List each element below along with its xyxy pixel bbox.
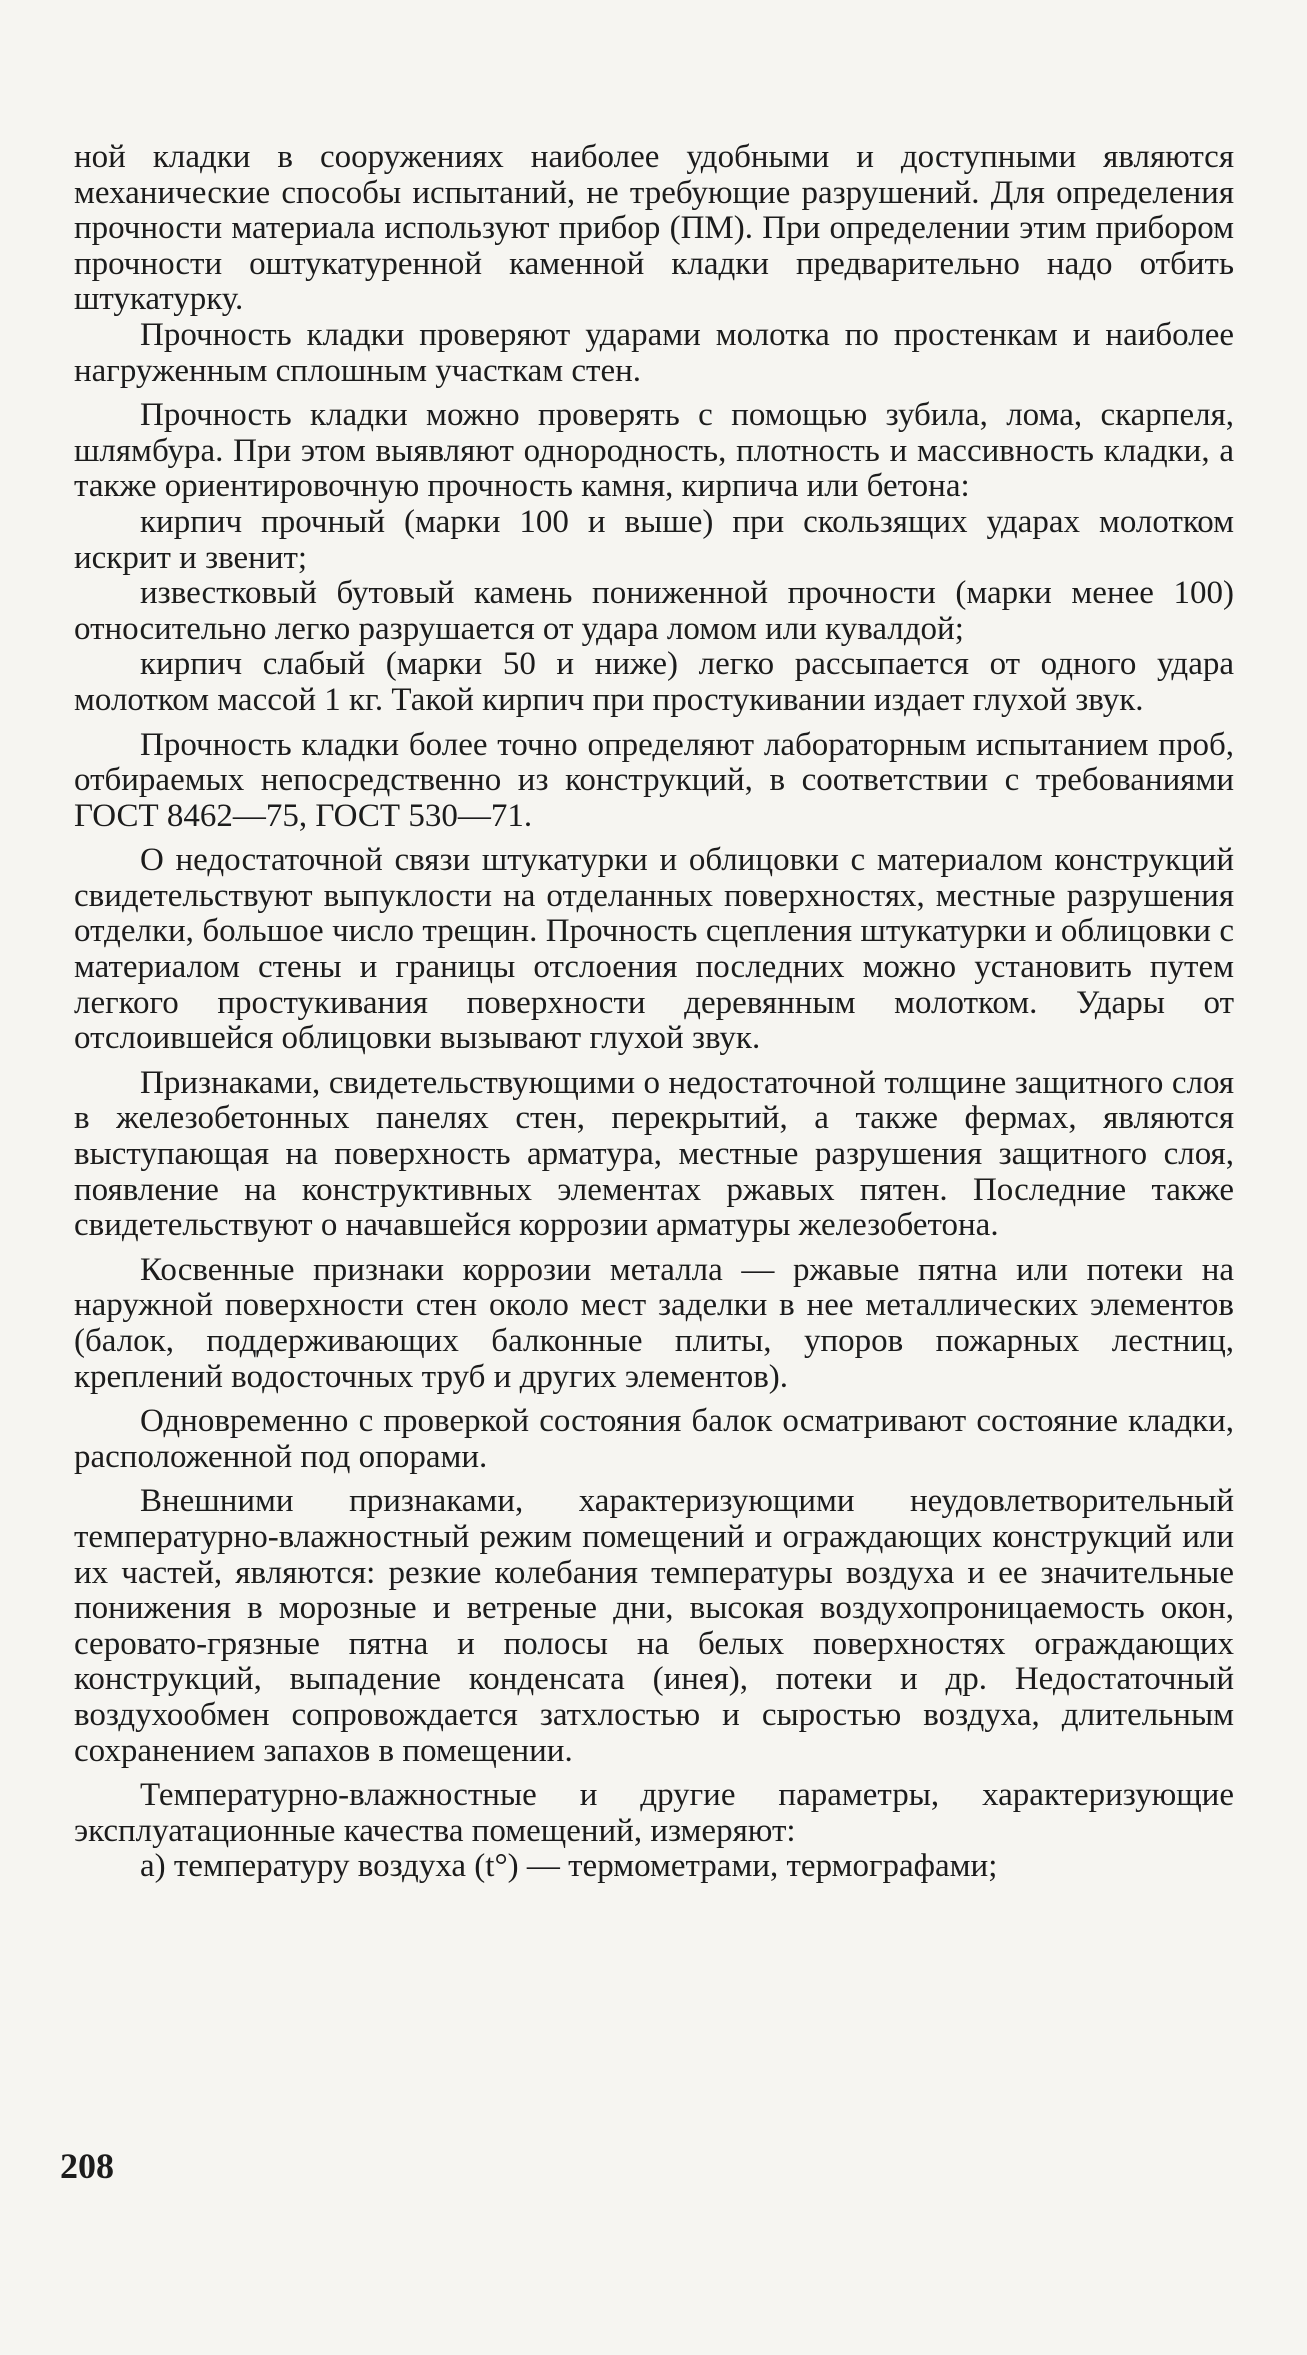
page-number: 208	[60, 2146, 114, 2186]
paragraph: Прочность кладки можно проверять с помощью зубила, лома, скарпеля, шлямбура. При этом выявляют однородность, плотность и массивность кладки, а также ориентировочную прочность камня, кирпича или бетона:	[74, 397, 1234, 505]
paragraph: Косвенные признаки коррозии металла — ржавые пятна или потеки на наружной поверхности стен около мест заделки в нее металлических элементов (балок, поддерживающих балконные плиты, упоров пожарных лестниц, креплений водосточных труб и других элементов).	[74, 1251, 1234, 1395]
list-item: известковый бутовый камень пониженной прочности (марки менее 100) относительно легко разрушается от удара ломом или кувалдой;	[74, 575, 1234, 647]
list-item: кирпич слабый (марки 50 и ниже) легко рассыпается от одного удара молотком массой 1 кг. Такой кирпич при простукивании издает глухой звук.	[74, 646, 1234, 718]
list-item: кирпич прочный (марки 100 и выше) при скользящих ударах молотком искрит и звенит;	[74, 503, 1234, 576]
list-item: а) температуру воздуха (t°) — термометрами, термографами;	[140, 1848, 998, 1885]
paragraph: О недостаточной связи штукатурки и облицовки с материалом конструкций свидетельствуют выпуклости на отделанных поверхностях, местные разрушения отделки, большое число трещин. Прочность сцепления штукатурки и облицовки с материалом стены и границы отслоения последних можно установить путем легкого простукивания поверхности деревянным молотком. Удары от отслоившейся облицовки вызывают глухой звук.	[74, 842, 1234, 1057]
paragraph: Прочность кладки более точно определяют лабораторным испытанием проб, отбираемых непосредственно из конструкций, в соответствии с требованиями ГОСТ 8462—75, ГОСТ 530—71.	[74, 726, 1234, 834]
page-text	[74, 140, 1234, 1885]
paragraph: Прочность кладки проверяют ударами молотка по простенкам и наиболее нагруженным сплошным участкам стен.	[74, 316, 1234, 389]
paragraph: ной кладки в сооружениях наиболее удобными и доступными являются механические способы испытаний, не требующие разрушений. Для определения прочности материала используют прибор (ПМ). При определении этим прибором прочности оштукатуренной каменной кладки предварительно надо отбить штукатурку.	[74, 139, 1234, 318]
paragraph: Внешними признаками, характеризующими неудовлетворительный температурно-влажностный режим помещений и ограждающих конструкций или их частей, являются: резкие колебания температуры воздуха и ее значительные понижения в морозные и ветреные дни, высокая воздухопроницаемость окон, серовато-грязные пятна и полосы на белых поверхностях ограждающих конструкций, выпадение конденсата (инея), потеки и др. Недостаточный воздухообмен сопровождается затхлостью и сыростью воздуха, длительным сохранением запахов в помещении.	[74, 1483, 1234, 1769]
paragraph: Температурно-влажностные и другие параметры, характеризующие эксплуатационные качества помещений, измеряют:	[74, 1777, 1234, 1849]
paragraph: Признаками, свидетельствующими о недостаточной толщине защитного слоя в железобетонных панелях стен, перекрытий, а также фермах, являются выступающая на поверхность арматура, местные разрушения защитного слоя, появление на конструктивных элементах ржавых пятен. Последние также свидетельствуют о начавшейся коррозии арматуры железобетона.	[74, 1064, 1234, 1244]
paragraph: Одновременно с проверкой состояния балок осматривают состояние кладки, расположенной под опорами.	[74, 1403, 1234, 1475]
